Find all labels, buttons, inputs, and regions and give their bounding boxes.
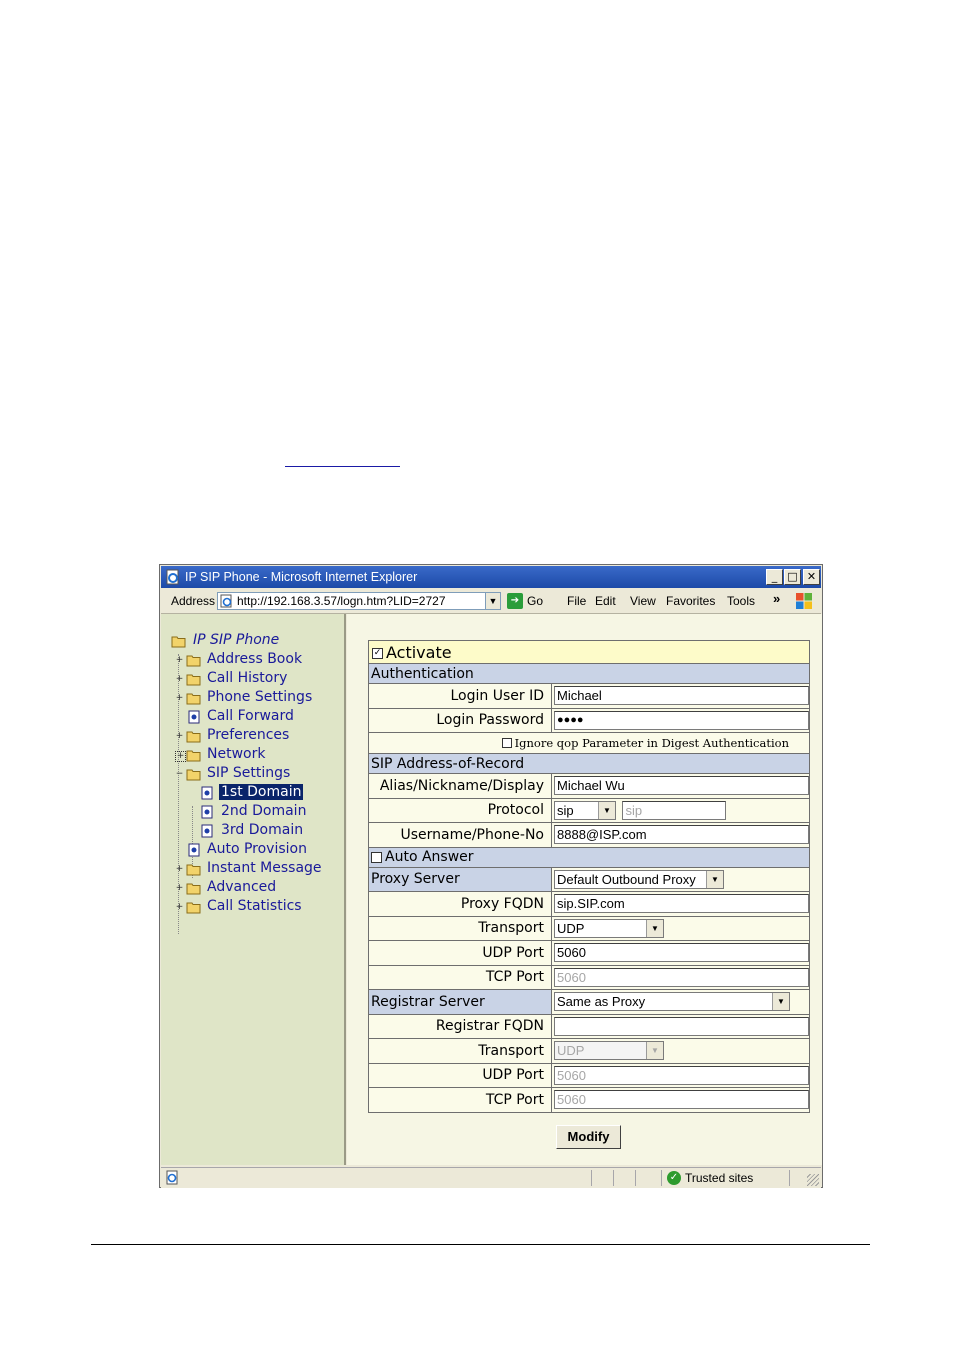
folder-icon (186, 691, 202, 705)
menu-view[interactable]: View (630, 594, 656, 608)
registrar-udp-row (369, 1063, 810, 1088)
modify-button[interactable]: Modify (556, 1125, 621, 1149)
page-icon (186, 843, 202, 857)
registrar-transport-value: UDP (557, 1043, 585, 1059)
registrar-tcp-port-input[interactable]: 5060 (554, 1090, 809, 1109)
close-button[interactable]: ✕ (803, 569, 820, 585)
menu-favorites[interactable]: Favorites (666, 594, 716, 608)
proxy-udp-row (369, 941, 810, 966)
minimize-button[interactable]: _ (766, 569, 783, 585)
field-label: Username/Phone-No (369, 823, 552, 848)
expand-plus-icon: + (175, 674, 184, 684)
field-label: Transport (369, 1039, 552, 1064)
field-label: UDP Port (369, 941, 552, 966)
footer-rule (91, 1244, 870, 1245)
tree-item-label: Address Book (207, 651, 303, 667)
login-user-id-row (369, 684, 810, 709)
protocol-value: sip (557, 802, 574, 818)
auto-answer-label: Auto Answer (385, 849, 474, 865)
proxy-fqdn-row (369, 892, 810, 917)
tree-item-label: Network (207, 746, 266, 762)
address-label: Address (171, 594, 216, 608)
expand-plus-icon: + (175, 731, 184, 741)
go-label: Go (527, 594, 544, 608)
go-arrow-icon: ➔ (507, 593, 523, 609)
field-label: Registrar FQDN (369, 1014, 552, 1039)
tree-item-label: Auto Provision (207, 841, 307, 857)
activate-row (369, 641, 810, 664)
registrar-tcp-row (369, 1088, 810, 1113)
status-divider (661, 1170, 662, 1186)
security-zone-label: Trusted sites (685, 1171, 754, 1185)
registrar-fqdn-row (369, 1014, 810, 1039)
login-password-row (369, 708, 810, 733)
proxy-fqdn-input[interactable]: sip.SIP.com (554, 894, 809, 913)
folder-icon (186, 653, 202, 667)
alias-input[interactable]: Michael Wu (554, 776, 809, 795)
proxy-transport-row (369, 916, 810, 941)
auto-answer-checkbox[interactable] (371, 852, 382, 863)
folder-icon (186, 729, 202, 743)
menu-tools[interactable]: Tools (727, 594, 756, 608)
field-label: Protocol (369, 798, 552, 823)
proxy-udp-port-input[interactable]: 5060 (554, 943, 809, 962)
window-title: IP SIP Phone - Microsoft Internet Explorer (185, 570, 418, 584)
folder-open-icon (171, 634, 187, 648)
underlined-link-fragment[interactable] (285, 448, 400, 467)
registrar-mode-select[interactable] (554, 992, 790, 1011)
field-label: TCP Port (369, 1088, 552, 1113)
chevron-down-icon: ▼ (772, 993, 789, 1010)
address-dropdown[interactable] (485, 592, 501, 610)
alias-row (369, 774, 810, 799)
navigation-tree (161, 614, 346, 1165)
proxy-mode-value: Default Outbound Proxy (557, 871, 696, 887)
registrar-mode-value: Same as Proxy (557, 994, 646, 1010)
maximize-button[interactable]: □ (784, 569, 801, 585)
field-label: Transport (369, 916, 552, 941)
status-divider (591, 1170, 592, 1186)
login-password-input[interactable]: ●●●● (554, 711, 809, 730)
chevron-down-icon: ▼ (488, 596, 498, 606)
address-url: http://192.168.3.57/logn.htm?LID=2727 (237, 594, 446, 608)
tree-item-label: Advanced (207, 879, 277, 895)
tree-item-label: 2nd Domain (221, 803, 307, 819)
page-icon (220, 594, 234, 608)
expand-plus-icon: + (175, 883, 184, 893)
page-icon (199, 786, 215, 800)
registrar-transport-row (369, 1039, 810, 1064)
folder-icon (186, 881, 202, 895)
protocol-row (369, 798, 810, 823)
menu-overflow-chevron[interactable]: » (773, 591, 781, 606)
status-bar (161, 1167, 821, 1188)
login-user-id-input[interactable]: Michael (554, 686, 809, 705)
proxy-tcp-row (369, 965, 810, 990)
browser-window (159, 564, 823, 1188)
tree-item-label: Phone Settings (207, 689, 313, 705)
folder-icon (186, 862, 202, 876)
aor-header (369, 754, 810, 774)
resize-grip-icon[interactable] (807, 1174, 819, 1186)
status-divider (613, 1170, 614, 1186)
status-divider (635, 1170, 636, 1186)
status-divider (789, 1170, 790, 1186)
proxy-server-row (369, 867, 810, 892)
ie-page-icon (165, 1170, 180, 1185)
page-icon (186, 710, 202, 724)
field-label: Login User ID (369, 684, 552, 709)
username-input[interactable]: 8888@ISP.com (554, 825, 809, 844)
proxy-tcp-port-input[interactable]: 5060 (554, 968, 809, 987)
windows-logo-icon (795, 592, 813, 610)
tree-item-label: Call Forward (207, 708, 294, 724)
field-label: Proxy FQDN (369, 892, 552, 917)
auto-answer-row (369, 847, 810, 867)
tree-item-label: Preferences (207, 727, 290, 743)
activate-label: Activate (386, 642, 452, 662)
expand-plus-icon: + (175, 655, 184, 665)
field-label: Login Password (369, 708, 552, 733)
tree-item-label: 1st Domain (221, 784, 302, 800)
expand-plus-icon: + (175, 693, 184, 703)
field-label: TCP Port (369, 965, 552, 990)
menu-edit[interactable]: Edit (595, 594, 616, 608)
section-title: Authentication (369, 664, 810, 684)
section-title: SIP Address-of-Record (369, 754, 810, 774)
section-title: Proxy Server (369, 867, 552, 892)
chevron-down-icon: ▼ (646, 1042, 663, 1059)
expand-plus-icon: + (175, 902, 184, 912)
activate-checkbox[interactable]: ✓ (373, 647, 382, 658)
registrar-transport-select[interactable] (554, 1041, 664, 1060)
chevron-down-icon: ▼ (598, 802, 615, 819)
sip-domain-form (368, 640, 810, 1113)
protocol-text-input[interactable]: sip (622, 801, 726, 820)
tree-item-label: Call Statistics (207, 898, 302, 914)
tree-item-label: Call History (207, 670, 288, 686)
check-shield-icon: ✓ (667, 1171, 681, 1185)
settings-panel (347, 614, 822, 1165)
expand-plus-icon: + (175, 864, 184, 874)
folder-icon (186, 900, 202, 914)
folder-icon (186, 748, 202, 762)
field-label: Alias/Nickname/Display (369, 774, 552, 799)
proxy-transport-value: UDP (557, 920, 585, 936)
section-title: Registrar Server (369, 990, 552, 1015)
tree-item-label: Instant Message (207, 860, 322, 876)
ie-page-icon (165, 569, 181, 585)
chevron-down-icon: ▼ (646, 920, 663, 937)
page-icon (199, 805, 215, 819)
ignore-qop-label: Ignore qop Parameter in Digest Authentication (514, 736, 789, 750)
protocol-select[interactable] (554, 801, 616, 820)
chevron-down-icon: ▼ (706, 871, 723, 888)
title-bar (161, 566, 821, 588)
folder-open-icon (186, 767, 202, 781)
collapse-minus-icon: − (175, 769, 184, 779)
ignore-qop-checkbox[interactable] (502, 738, 512, 748)
expand-plus-icon: + (176, 751, 185, 761)
field-label: UDP Port (369, 1063, 552, 1088)
tree-item-label: 3rd Domain (221, 822, 304, 838)
tree-item-label: SIP Settings (207, 765, 291, 781)
authentication-header (369, 664, 810, 684)
registrar-udp-port-input[interactable]: 5060 (554, 1066, 809, 1085)
proxy-mode-select[interactable] (554, 870, 724, 889)
address-bar (161, 589, 821, 614)
ignore-qop-row (369, 733, 810, 754)
page-icon (199, 824, 215, 838)
go-button[interactable] (507, 593, 547, 609)
proxy-transport-select[interactable] (554, 919, 664, 938)
address-input[interactable] (217, 592, 501, 610)
folder-icon (186, 672, 202, 686)
tree-root-label: IP SIP Phone (193, 632, 280, 648)
registrar-fqdn-input[interactable] (554, 1017, 809, 1036)
menu-file[interactable]: File (567, 594, 587, 608)
registrar-server-row (369, 990, 810, 1015)
username-row (369, 823, 810, 848)
